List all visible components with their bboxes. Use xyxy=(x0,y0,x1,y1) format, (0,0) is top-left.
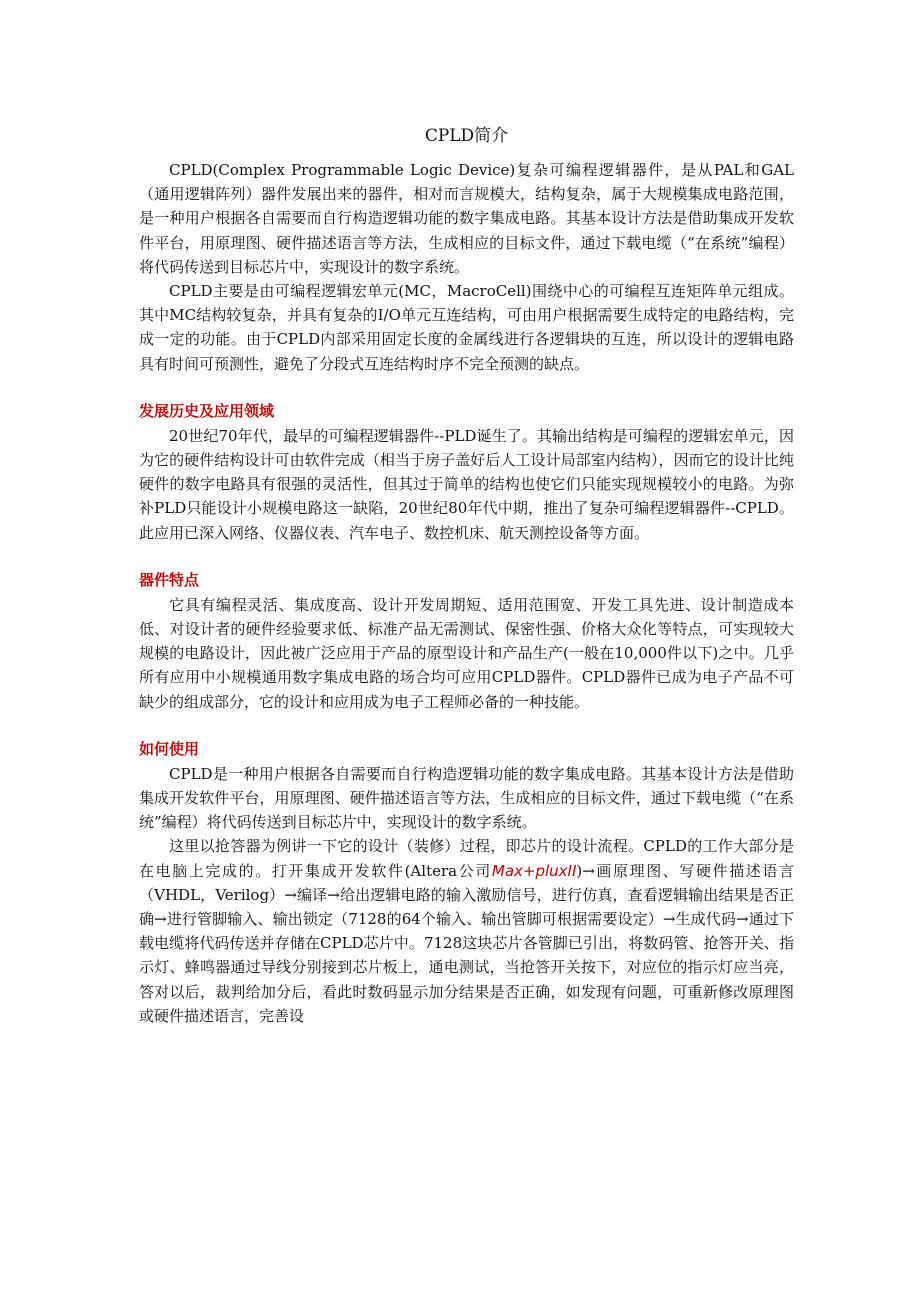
document-page xyxy=(139,122,794,1028)
history-heading: 发展历史及应用领域 xyxy=(139,401,275,420)
document-title: CPLD简介 xyxy=(424,126,509,146)
features-paragraph: 它具有编程灵活、集成度高、设计开发周期短、适用范围宽、开发工具先进、设计制造成本低、对设计者的硬件经验要求低、标准产品无需测试、保密性强、价格大众化等特点，可实现较大规模的电路设计，因此被广泛应用于产品的原型设计和产品生产(一般在10,000件以下)之中。几乎所有应用中小规模通用数字集成电路的场合均可应用CPLD器件。CPLD器件已成为电子产品不可缺少的组成部分，它的设计和应用成为电子工程师必备的一种技能。 xyxy=(139,595,794,711)
software-name: Max+pluxII xyxy=(491,861,577,880)
intro-paragraph-2: CPLD主要是由可编程逻辑宏单元(MC，MacroCell)围绕中心的可编程互连矩阵单元组成。其中MC结构较复杂，并具有复杂的I/O单元互连结构，可由用户根据需要生成特定的电路结构，完成一定的功能。由于CPLD内部采用固定长度的金属线进行各逻辑块的互连，所以设计的逻辑电路具有时间可预测性，避免了分段式互连结构时序不完全预测的缺点。 xyxy=(139,282,794,373)
history-paragraph: 20世纪70年代，最早的可编程逻辑器件--PLD诞生了。其输出结构是可编程的逻辑宏单元，因为它的硬件结构设计可由软件完成（相当于房子盖好后人工设计局部室内结构），因而它的设计比纯硬件的数字电路具有很强的灵活性，但其过于简单的结构也使它们只能实现规模较小的电路。为弥补PLD只能设计小规模电路这一缺陷，20世纪80年代中期，推出了复杂可编程逻辑器件--CPLD。此应用已深入网络、仪器仪表、汽车电子、数控机床、航天测控设备等方面。 xyxy=(139,426,794,542)
usage-paragraph-2 xyxy=(139,834,794,1028)
intro-paragraph-1: CPLD(Complex Programmable Logic Device)复杂可编程逻辑器件，是从PAL和GAL（通用逻辑阵列）器件发展出来的器件，相对而言规模大，结构复杂，属于大规模集成电路范围，是一种用户根据各自需要而自行构造逻辑功能的数字集成电路。其基本设计方法是借助集成开发软件平台，用原理图、硬件描述语言等方法，生成相应的目标文件，通过下载电缆（“在系统”编程）将代码传送到目标芯片中，实现设计的数字系统。 xyxy=(139,161,794,276)
usage-paragraph-1: CPLD是一种用户根据各自需要而自行构造逻辑功能的数字集成电路。其基本设计方法是借助集成开发软件平台，用原理图、硬件描述语言等方法，生成相应的目标文件，通过下载电缆（“在系统”编程）将代码传送到目标芯片中，实现设计的数字系统。 xyxy=(139,764,794,832)
features-heading: 器件特点 xyxy=(139,570,200,589)
usage-paragraph-2-flow: )→画原理图、写硬件描述语言（VHDL，Verilog）→编译→给出逻辑电路的输入激励信号，进行仿真，查看逻辑输出结果是否正确→进行管脚输入、输出锁定（7128的64个输入、输出管脚可根据需要设定）→生成代码→通过下载电缆将代码传送并存储在CPLD芯片中。7128这块芯片各管脚已引出，将数码管、抢答开关、指示灯、蜂鸣器通过导线分别接到芯片板上，通电测试，当抢答开关按下，对应位的指示灯应当亮，答对以后，裁判给加分后，看此时数码显示加分结果是否正确，如发现有问题，可重新修改原理图或硬件描述语言，完善设 xyxy=(139,861,794,1025)
usage-paragraph-2-lead: 这里以抢答器为例讲一下它的设计（装修）过程，即芯片的设计流程。CPLD的工作大部分是在电脑上完成的。打开集成开发软件(Altera公司 xyxy=(139,837,794,880)
usage-heading: 如何使用 xyxy=(139,739,200,758)
